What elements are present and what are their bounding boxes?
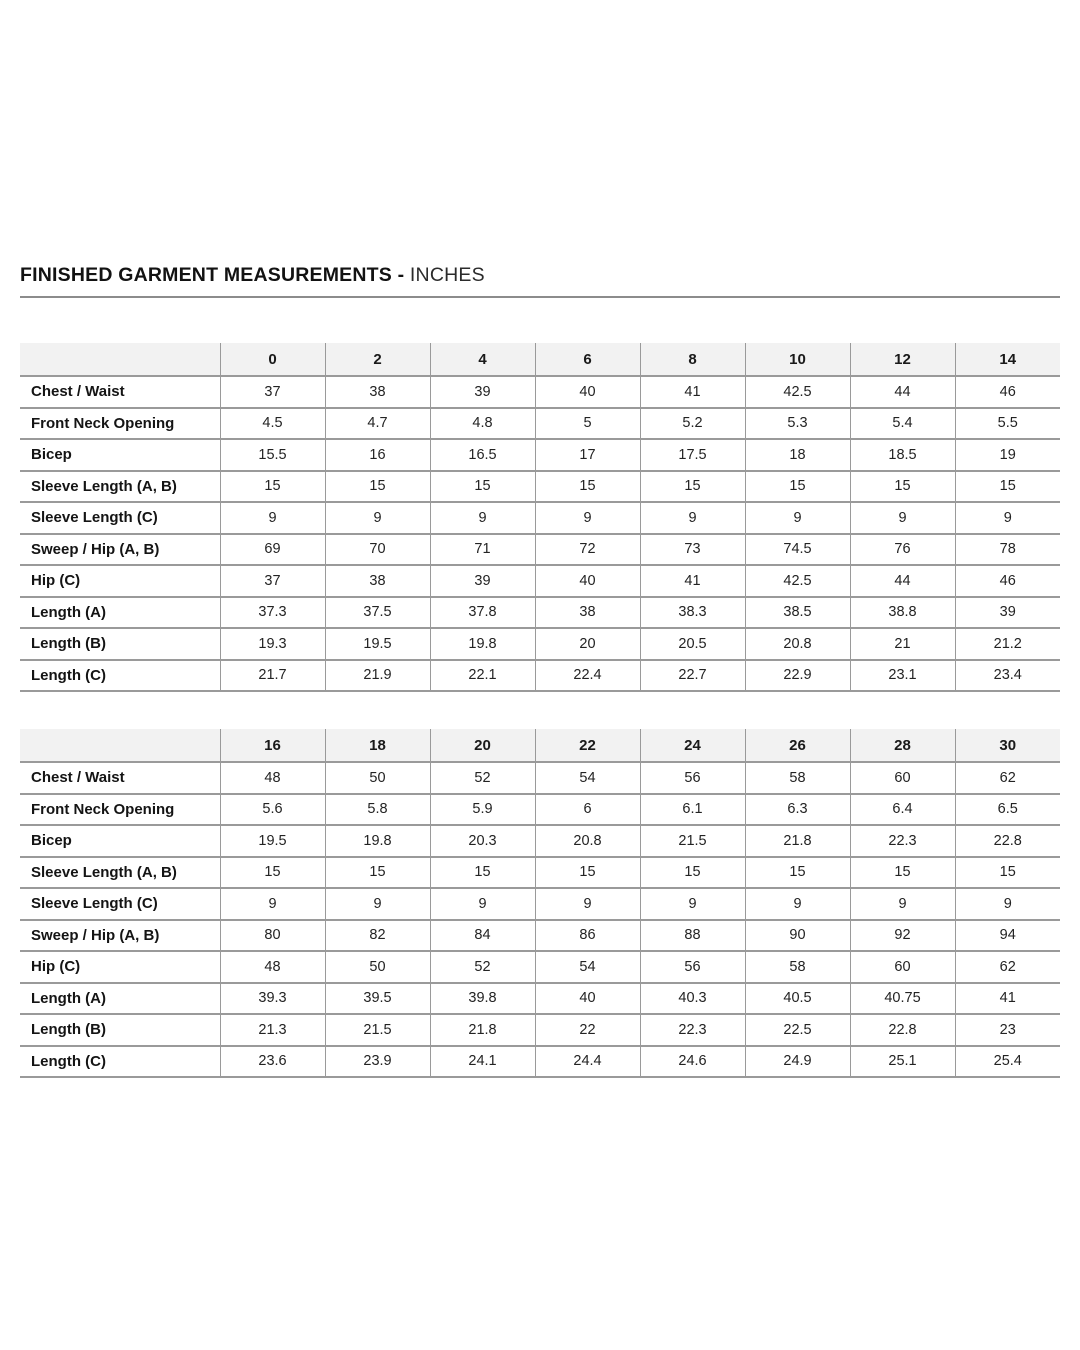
measurement-value-cell: 15 [535,471,640,503]
measurement-value-cell: 15 [640,857,745,889]
measurement-row-label: Sweep / Hip (A, B) [20,920,220,952]
measurement-value-cell: 21 [850,628,955,660]
measurement-value-cell: 78 [955,534,1060,566]
measurement-value-cell: 40 [535,983,640,1015]
table-row [20,439,1060,471]
measurement-value-cell: 6.1 [640,794,745,826]
measurement-value-cell: 22.5 [745,1014,850,1046]
measurement-row-label: Bicep [20,439,220,471]
table-b-size-header: 22 [535,729,640,762]
measurement-value-cell: 9 [220,502,325,534]
table-row [20,376,1060,408]
measurement-value-cell: 20 [535,628,640,660]
measurement-value-cell: 6 [535,794,640,826]
measurement-value-cell: 40.3 [640,983,745,1015]
measurement-row-label: Hip (C) [20,951,220,983]
measurement-value-cell: 86 [535,920,640,952]
measurement-value-cell: 23.9 [325,1046,430,1078]
measurement-value-cell: 74.5 [745,534,850,566]
measurement-value-cell: 44 [850,565,955,597]
measurement-value-cell: 22.9 [745,660,850,692]
measurement-value-cell: 6.3 [745,794,850,826]
measurement-value-cell: 50 [325,951,430,983]
measurement-value-cell: 23.6 [220,1046,325,1078]
measurement-value-cell: 5 [535,408,640,440]
table-b-corner-cell [20,729,220,762]
measurement-value-cell: 41 [640,565,745,597]
measurement-value-cell: 15 [430,857,535,889]
measurement-value-cell: 15 [745,857,850,889]
table-row [20,660,1060,692]
table-row [20,565,1060,597]
table-a-size-header: 10 [745,343,850,376]
measurement-value-cell: 9 [325,502,430,534]
measurement-row-label: Sleeve Length (A, B) [20,857,220,889]
measurement-value-cell: 17.5 [640,439,745,471]
measurement-value-cell: 41 [955,983,1060,1015]
measurement-value-cell: 15.5 [220,439,325,471]
measurement-value-cell: 52 [430,951,535,983]
measurement-value-cell: 23.1 [850,660,955,692]
measurement-value-cell: 54 [535,951,640,983]
measurement-value-cell: 39.8 [430,983,535,1015]
table-row [20,825,1060,857]
table-b-size-header: 26 [745,729,850,762]
table-a-head [20,343,1060,376]
measurement-row-label: Sleeve Length (A, B) [20,471,220,503]
measurement-value-cell: 37.5 [325,597,430,629]
measurement-value-cell: 15 [850,857,955,889]
measurement-row-label: Length (C) [20,660,220,692]
measurement-value-cell: 15 [325,471,430,503]
measurement-value-cell: 15 [955,857,1060,889]
measurement-value-cell: 9 [955,502,1060,534]
measurement-value-cell: 5.6 [220,794,325,826]
measurement-value-cell: 15 [220,471,325,503]
measurement-value-cell: 22 [535,1014,640,1046]
measurement-value-cell: 40 [535,376,640,408]
measurement-value-cell: 21.8 [745,825,850,857]
measurement-value-cell: 44 [850,376,955,408]
measurement-value-cell: 9 [325,888,430,920]
measurement-value-cell: 41 [640,376,745,408]
measurement-value-cell: 9 [850,502,955,534]
title-divider [20,296,1060,298]
table-a-size-header: 4 [430,343,535,376]
measurement-value-cell: 4.8 [430,408,535,440]
table-a-size-header: 8 [640,343,745,376]
measurement-value-cell: 6.5 [955,794,1060,826]
measurement-value-cell: 62 [955,951,1060,983]
table-b-size-header: 18 [325,729,430,762]
measurement-value-cell: 15 [430,471,535,503]
measurement-value-cell: 60 [850,762,955,794]
measurement-value-cell: 37.8 [430,597,535,629]
table-a-header-row [20,343,1060,376]
measurement-value-cell: 58 [745,951,850,983]
measurement-value-cell: 25.1 [850,1046,955,1078]
measurement-value-cell: 40.75 [850,983,955,1015]
table-a-size-header: 2 [325,343,430,376]
measurement-value-cell: 90 [745,920,850,952]
measurement-value-cell: 15 [220,857,325,889]
measurement-value-cell: 20.3 [430,825,535,857]
measurement-value-cell: 92 [850,920,955,952]
measurement-value-cell: 40 [535,565,640,597]
measurement-value-cell: 23.4 [955,660,1060,692]
table-a-corner-cell [20,343,220,376]
measurement-row-label: Chest / Waist [20,376,220,408]
measurement-value-cell: 69 [220,534,325,566]
measurement-value-cell: 50 [325,762,430,794]
measurement-value-cell: 48 [220,951,325,983]
table-row [20,1046,1060,1078]
measurement-value-cell: 24.1 [430,1046,535,1078]
measurement-value-cell: 9 [640,502,745,534]
measurement-value-cell: 20.8 [745,628,850,660]
measurement-value-cell: 22.1 [430,660,535,692]
measurement-value-cell: 4.5 [220,408,325,440]
measurement-value-cell: 16.5 [430,439,535,471]
measurement-value-cell: 9 [850,888,955,920]
table-row [20,534,1060,566]
measurement-value-cell: 15 [745,471,850,503]
measurement-value-cell: 38 [325,565,430,597]
measurement-value-cell: 39 [430,376,535,408]
table-row [20,857,1060,889]
measurement-value-cell: 19.8 [325,825,430,857]
table-row [20,597,1060,629]
measurement-value-cell: 6.4 [850,794,955,826]
page-title-unit: INCHES [409,264,485,286]
measurement-value-cell: 22.4 [535,660,640,692]
table-row [20,502,1060,534]
measurements-table-sizes-16-30 [20,729,1060,1078]
measurement-value-cell: 19.5 [325,628,430,660]
measurement-value-cell: 80 [220,920,325,952]
measurement-value-cell: 82 [325,920,430,952]
measurement-value-cell: 71 [430,534,535,566]
measurement-value-cell: 24.9 [745,1046,850,1078]
table-row [20,888,1060,920]
measurement-value-cell: 21.7 [220,660,325,692]
measurement-row-label: Hip (C) [20,565,220,597]
measurement-value-cell: 22.3 [640,1014,745,1046]
page-title-separator: - [391,264,410,286]
measurement-row-label: Length (B) [20,1014,220,1046]
measurement-value-cell: 84 [430,920,535,952]
measurement-row-label: Sleeve Length (C) [20,888,220,920]
measurement-value-cell: 18 [745,439,850,471]
measurement-value-cell: 37.3 [220,597,325,629]
measurement-value-cell: 70 [325,534,430,566]
measurement-value-cell: 21.2 [955,628,1060,660]
measurement-value-cell: 20.8 [535,825,640,857]
chart-title-block [20,264,1060,298]
measurement-row-label: Front Neck Opening [20,794,220,826]
measurement-value-cell: 42.5 [745,376,850,408]
measurement-value-cell: 38.5 [745,597,850,629]
measurement-value-cell: 9 [955,888,1060,920]
table-b-head [20,729,1060,762]
measurement-value-cell: 22.8 [955,825,1060,857]
measurement-value-cell: 39 [430,565,535,597]
measurement-value-cell: 21.3 [220,1014,325,1046]
table-b-size-header: 28 [850,729,955,762]
measurement-value-cell: 94 [955,920,1060,952]
table-row [20,794,1060,826]
measurement-value-cell: 19.5 [220,825,325,857]
measurement-value-cell: 48 [220,762,325,794]
measurement-value-cell: 54 [535,762,640,794]
measurement-value-cell: 5.2 [640,408,745,440]
measurement-row-label: Chest / Waist [20,762,220,794]
measurement-value-cell: 42.5 [745,565,850,597]
measurement-value-cell: 21.9 [325,660,430,692]
table-row [20,920,1060,952]
measurement-value-cell: 62 [955,762,1060,794]
measurement-value-cell: 37 [220,565,325,597]
measurement-value-cell: 9 [430,888,535,920]
table-a-size-header: 12 [850,343,955,376]
measurement-value-cell: 38 [325,376,430,408]
measurement-row-label: Front Neck Opening [20,408,220,440]
measurement-value-cell: 17 [535,439,640,471]
table-b-header-row [20,729,1060,762]
measurement-row-label: Length (A) [20,983,220,1015]
measurement-row-label: Length (A) [20,597,220,629]
measurement-value-cell: 40.5 [745,983,850,1015]
measurement-value-cell: 9 [220,888,325,920]
measurement-value-cell: 22.8 [850,1014,955,1046]
measurement-value-cell: 24.6 [640,1046,745,1078]
measurement-value-cell: 9 [745,888,850,920]
measurement-value-cell: 58 [745,762,850,794]
measurement-value-cell: 38.3 [640,597,745,629]
measurement-value-cell: 9 [430,502,535,534]
page-title-primary: FINISHED GARMENT MEASUREMENTS [20,264,392,286]
measurement-value-cell: 5.5 [955,408,1060,440]
measurement-value-cell: 21.5 [640,825,745,857]
measurement-value-cell: 19.8 [430,628,535,660]
measurement-value-cell: 22.7 [640,660,745,692]
measurement-row-label: Sweep / Hip (A, B) [20,534,220,566]
measurement-value-cell: 15 [535,857,640,889]
table-row [20,951,1060,983]
measurement-value-cell: 37 [220,376,325,408]
table-row [20,762,1060,794]
table-b-size-header: 30 [955,729,1060,762]
measurement-value-cell: 76 [850,534,955,566]
measurement-value-cell: 5.9 [430,794,535,826]
table-b-size-header: 16 [220,729,325,762]
measurement-value-cell: 18.5 [850,439,955,471]
table-a-size-header: 14 [955,343,1060,376]
table-row [20,628,1060,660]
table-b-body [20,762,1060,1077]
measurement-value-cell: 39 [955,597,1060,629]
measurement-value-cell: 5.4 [850,408,955,440]
table-row [20,408,1060,440]
measurement-value-cell: 9 [535,502,640,534]
table-b-size-header: 24 [640,729,745,762]
measurement-value-cell: 15 [955,471,1060,503]
measurement-value-cell: 46 [955,565,1060,597]
measurement-row-label: Length (B) [20,628,220,660]
measurement-value-cell: 56 [640,951,745,983]
measurement-value-cell: 38.8 [850,597,955,629]
measurement-value-cell: 24.4 [535,1046,640,1078]
table-b-size-header: 20 [430,729,535,762]
measurement-value-cell: 73 [640,534,745,566]
measurement-row-label: Length (C) [20,1046,220,1078]
table-a-body [20,376,1060,691]
table-row [20,983,1060,1015]
measurement-value-cell: 60 [850,951,955,983]
measurement-row-label: Sleeve Length (C) [20,502,220,534]
page-title [20,264,1060,287]
table-a-size-header: 6 [535,343,640,376]
measurement-value-cell: 15 [325,857,430,889]
measurement-value-cell: 9 [640,888,745,920]
measurement-value-cell: 15 [850,471,955,503]
table-row [20,1014,1060,1046]
table-row [20,471,1060,503]
measurement-value-cell: 15 [640,471,745,503]
table-a-size-header: 0 [220,343,325,376]
measurement-value-cell: 39.5 [325,983,430,1015]
measurement-value-cell: 25.4 [955,1046,1060,1078]
measurement-value-cell: 88 [640,920,745,952]
measurement-value-cell: 52 [430,762,535,794]
measurement-value-cell: 72 [535,534,640,566]
measurement-value-cell: 22.3 [850,825,955,857]
measurement-value-cell: 38 [535,597,640,629]
measurement-value-cell: 19.3 [220,628,325,660]
measurement-value-cell: 5.8 [325,794,430,826]
measurement-value-cell: 39.3 [220,983,325,1015]
measurement-value-cell: 20.5 [640,628,745,660]
measurement-value-cell: 46 [955,376,1060,408]
measurement-value-cell: 19 [955,439,1060,471]
measurement-value-cell: 9 [535,888,640,920]
measurement-value-cell: 5.3 [745,408,850,440]
measurement-value-cell: 56 [640,762,745,794]
measurement-value-cell: 4.7 [325,408,430,440]
measurements-table-sizes-0-14 [20,343,1060,692]
measurement-value-cell: 9 [745,502,850,534]
measurement-value-cell: 16 [325,439,430,471]
measurement-value-cell: 21.8 [430,1014,535,1046]
measurement-value-cell: 21.5 [325,1014,430,1046]
measurement-row-label: Bicep [20,825,220,857]
measurement-value-cell: 23 [955,1014,1060,1046]
